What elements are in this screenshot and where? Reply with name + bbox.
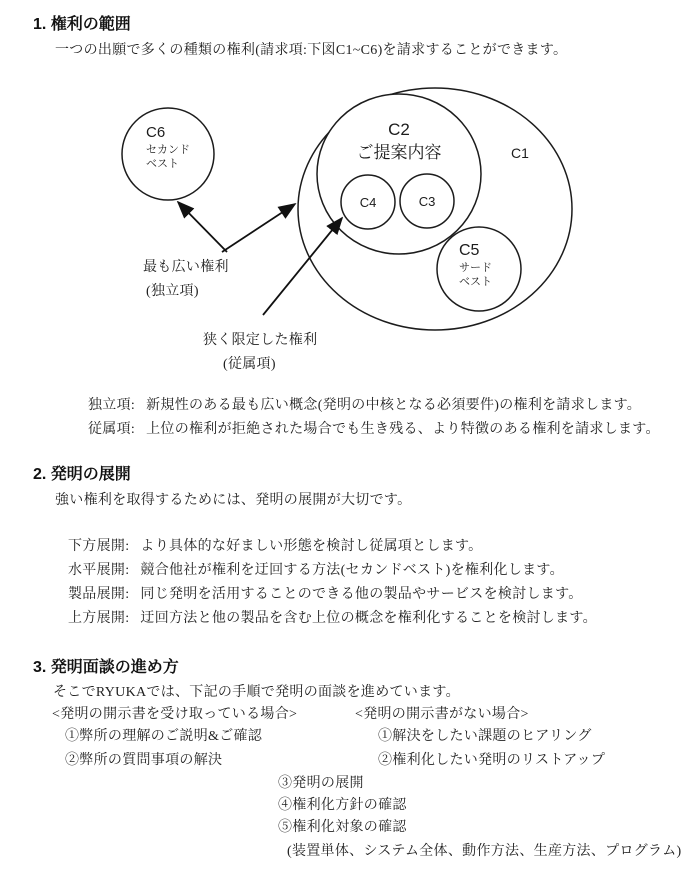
circle-c5-sub2: ベスト <box>459 276 492 288</box>
step-item: ②弊所の質問事項の解決 <box>65 753 223 768</box>
section3-intro: そこでRYUKAでは、下記の手順で発明の面談を進めています。 <box>53 685 460 700</box>
section2-heading: 2. 発明の展開 <box>33 466 131 483</box>
horizontal-desc: 競合他社が権利を迂回する方法(セカンドベスト)を権利化します。 <box>140 563 564 578</box>
section2-intro: 強い権利を取得するためには、発明の展開が大切です。 <box>55 493 412 508</box>
circle-c2-sub: ご提案内容 <box>356 143 442 162</box>
broad-right-label-line1: 最も広い権利 <box>143 260 229 275</box>
dependent-claim-desc: 上位の権利が拒絶された場合でも生き残る、より特徴のある権利を請求します。 <box>146 422 660 437</box>
left-column-steps <box>65 725 262 773</box>
circle-c5-sub1: サード <box>459 262 492 274</box>
step-item: ④権利化方針の確認 <box>278 798 407 813</box>
section3-heading: 3. 発明面談の進め方 <box>33 659 179 676</box>
narrow-right-label-line1: 狭く限定した権利 <box>203 333 318 348</box>
right-column-steps <box>378 725 605 773</box>
circle-c1-label: C1 <box>511 145 529 161</box>
narrow-right-label-line2: (従属項) <box>223 357 276 372</box>
upward-desc: 迂回方法と他の製品を含む上位の概念を権利化することを検討します。 <box>140 611 597 626</box>
common-note: (装置単体、システム全体、動作方法、生産方法、プログラム) <box>287 844 682 859</box>
right-column-header: <発明の開示書がない場合> <box>355 707 529 722</box>
downward-desc: より具体的な好ましい形態を検討し従属項とします。 <box>140 539 483 554</box>
circle-c2-label: C2 <box>388 120 410 139</box>
section1-intro: 一つの出願で多くの種類の権利(請求項:下図C1~C6)を請求することができます。 <box>55 43 568 58</box>
circle-c6-sub1: セカンド <box>146 144 190 156</box>
arrow-to-c6 <box>178 202 227 252</box>
list-item <box>68 583 597 607</box>
development-list <box>68 535 597 631</box>
step-item: ②権利化したい発明のリストアップ <box>378 753 606 768</box>
left-column-header: <発明の開示書を受け取っている場合> <box>52 707 298 722</box>
upward-term: 上方展開: <box>68 611 130 626</box>
dependent-claim-line <box>88 418 660 442</box>
broad-right-label-line2: (独立項) <box>146 284 199 299</box>
circle-c5-label: C5 <box>459 242 480 259</box>
claim-definitions <box>88 394 660 442</box>
product-desc: 同じ発明を活用することのできる他の製品やサービスを検討します。 <box>140 587 583 602</box>
independent-claim-term: 独立項: <box>88 398 136 413</box>
list-item <box>68 535 597 559</box>
circle-c6-label: C6 <box>146 124 166 141</box>
arrow-to-c1 <box>222 204 295 252</box>
downward-term: 下方展開: <box>68 539 130 554</box>
section1-heading: 1. 権利の範囲 <box>33 16 131 33</box>
list-item <box>68 559 597 583</box>
step-item: ①弊所の理解のご説明&ご確認 <box>65 729 263 744</box>
dependent-claim-term: 従属項: <box>88 422 136 437</box>
step-item: ①解決をしたい課題のヒアリング <box>378 729 592 744</box>
list-item <box>68 607 597 631</box>
step-item: ③発明の展開 <box>278 776 364 791</box>
claims-diagram <box>0 80 687 380</box>
circle-c6-sub2: ベスト <box>146 158 179 170</box>
independent-claim-desc: 新規性のある最も広い概念(発明の中核となる必須要件)の権利を請求します。 <box>146 398 642 413</box>
circle-c4-label: C4 <box>359 195 377 210</box>
product-term: 製品展開: <box>68 587 130 602</box>
circle-c3-label: C3 <box>418 194 436 209</box>
step-item: ⑤権利化対象の確認 <box>278 820 407 835</box>
common-steps <box>278 773 407 839</box>
horizontal-term: 水平展開: <box>68 563 130 578</box>
circle-c2 <box>317 94 481 254</box>
independent-claim-line <box>88 394 660 418</box>
